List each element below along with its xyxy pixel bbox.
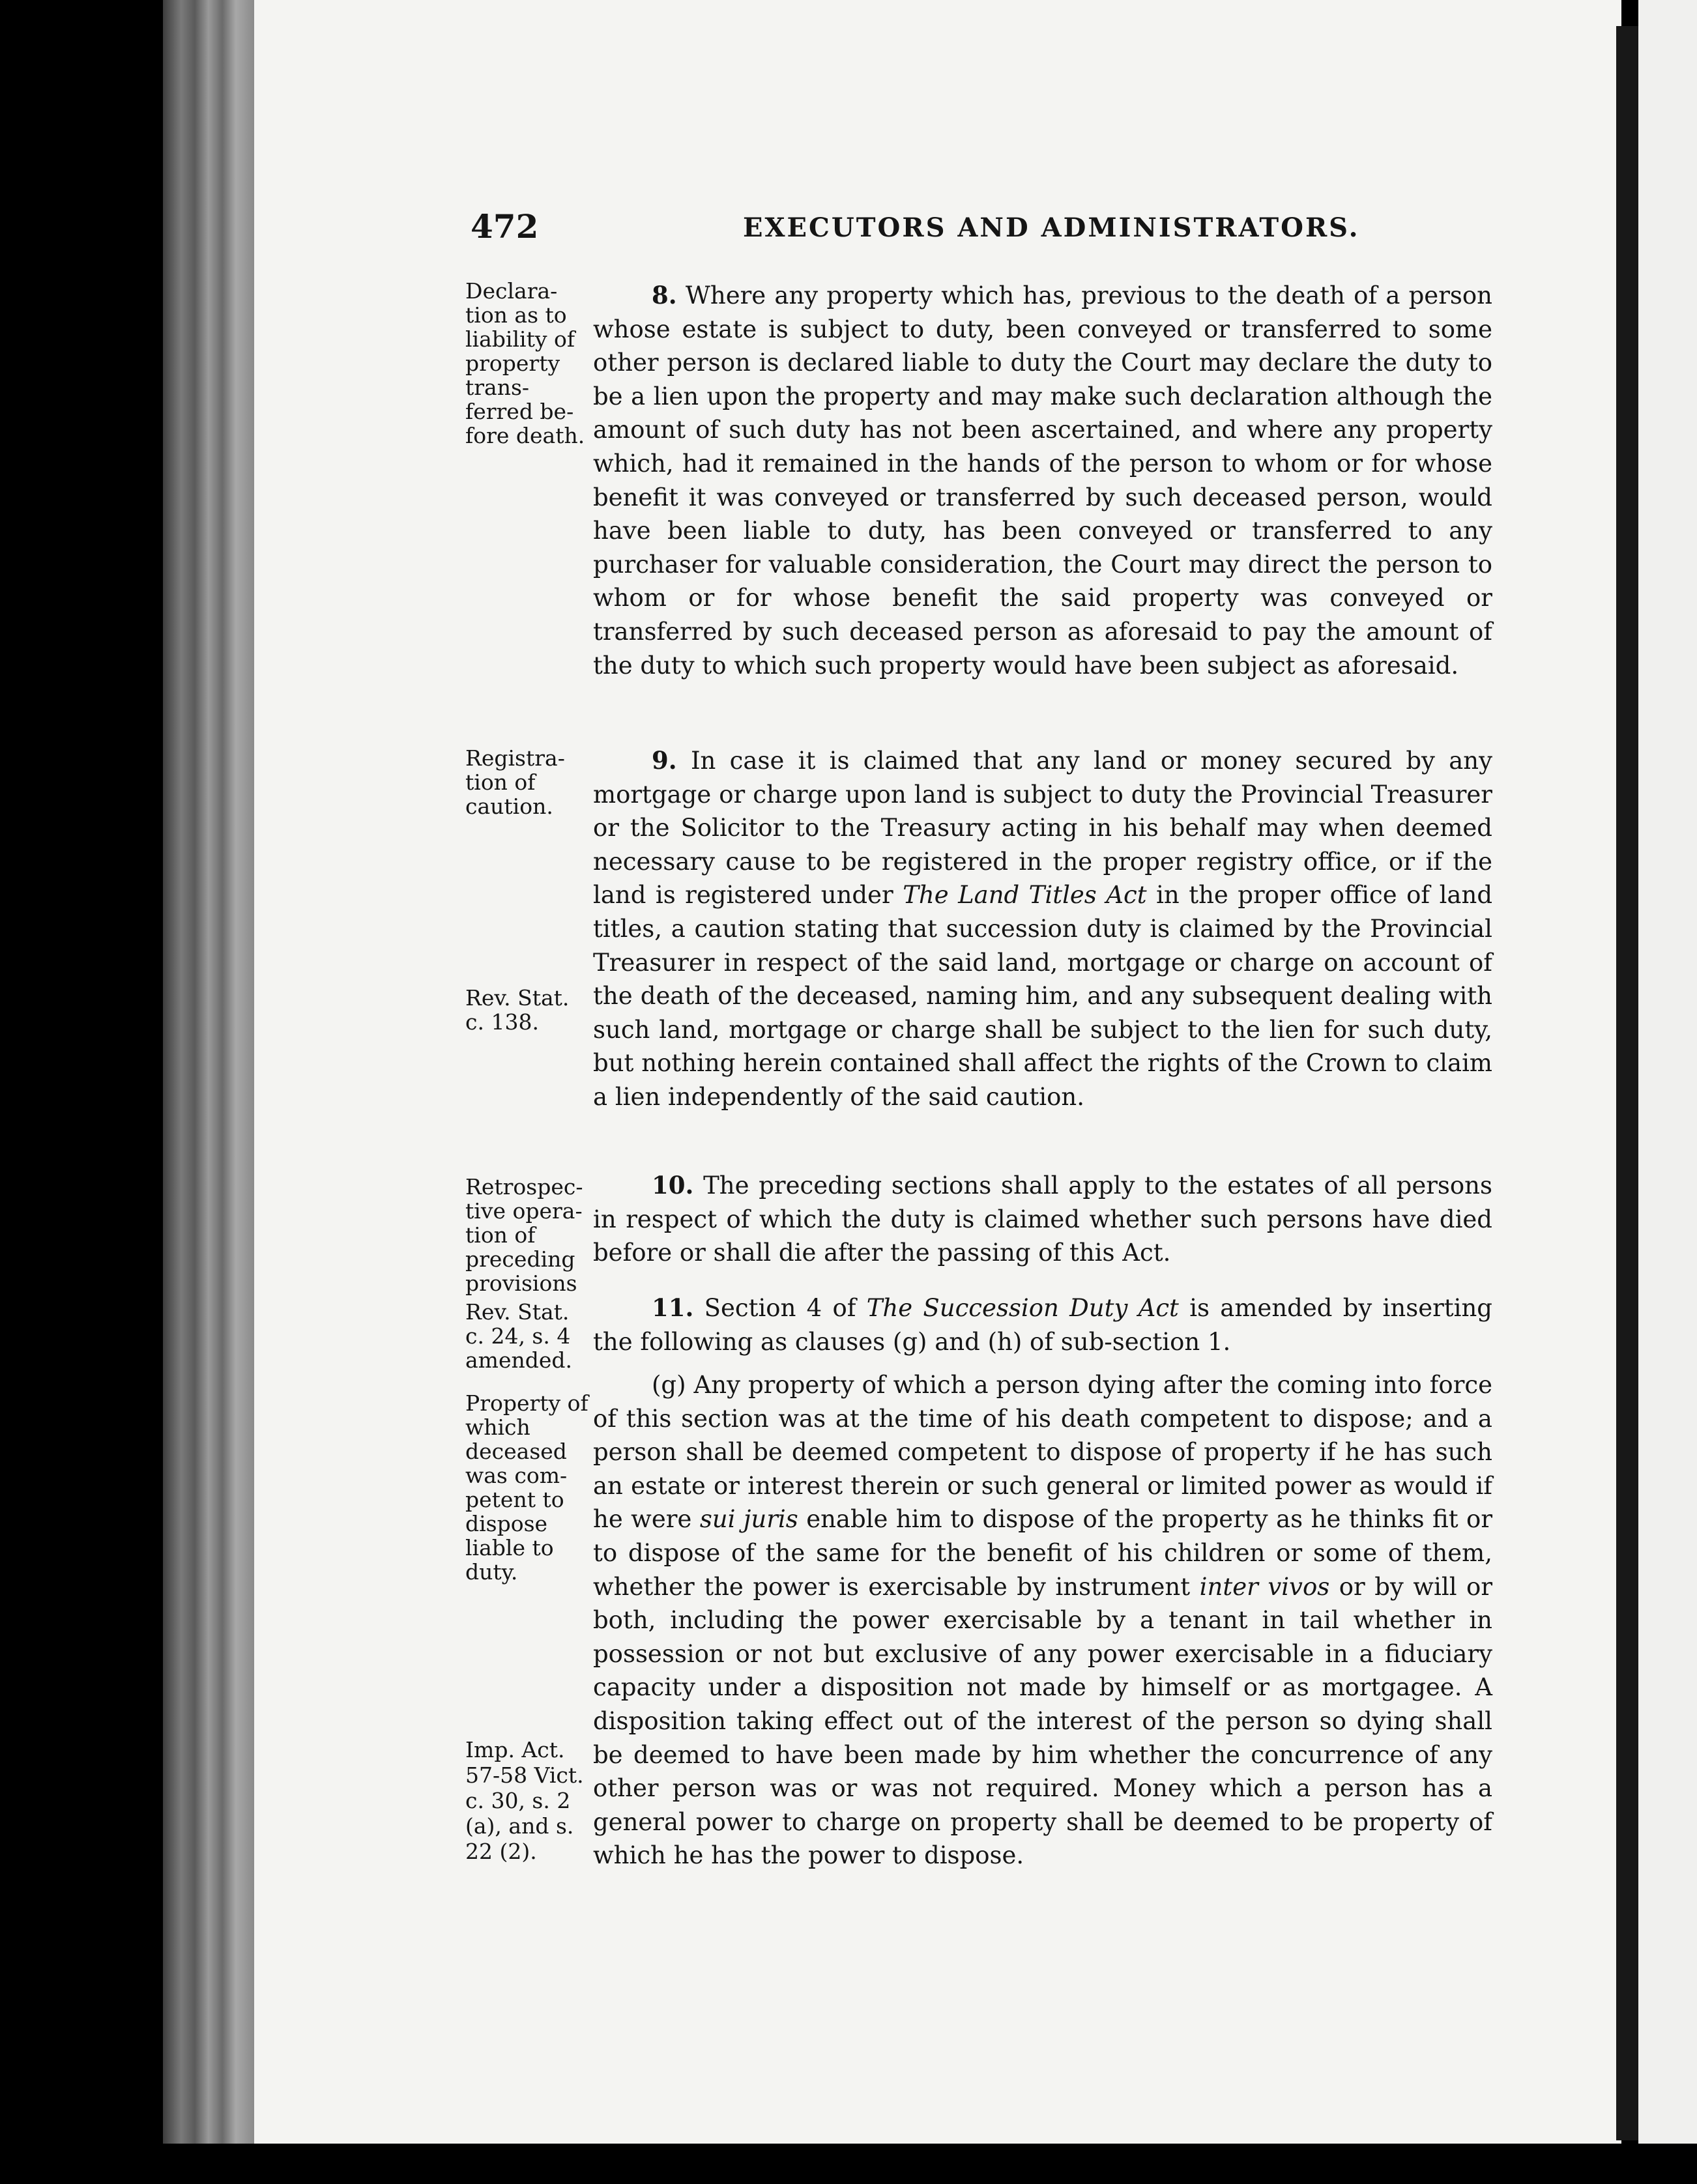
act-title: The Land Titles Act — [903, 881, 1147, 910]
section-number: 11. — [652, 1293, 694, 1322]
section-text: Section 4 of — [704, 1294, 856, 1322]
clause-text: enable him to dispose of the property as he thinks fit or to dispose of the same for the benefit of his children or some of them, whether the power is exercisable by instrument — [593, 1505, 1493, 1601]
section-text: in the proper office of land titles, a caution stating that succession duty is claimed by the Provincial Treasurer in respect of the said land, mortgage or charge on account of the death of the deceased, naming him, and any subsequent dealing with such land, mortgage or charge shall be subject to the lien for such duty, but nothing herein contained shall affect the rights of the Crown to claim a lien independently of the said caution. — [593, 881, 1492, 1111]
section-number: 9. — [652, 746, 677, 775]
margin-note-imp-act: Imp. Act. 57-58 Vict. c. 30, s. 2 (a), and s. 22 (2). — [465, 1737, 584, 1864]
margin-note-property: Property of which deceased was com-petent to dispose liable to duty. — [465, 1390, 588, 1585]
section-9 — [593, 744, 1492, 1114]
section-text: Where any property which has, previous to the death of a person whose estate is subject to duty, been conveyed or transferred to some other person is declared liable to duty the Court may declare the duty to be a lien upon the property and may make such declaration although the amount of such duty has not been ascertained, and where any property which, had it remained in the hands of the person to whom or for whose benefit it was conveyed or transferred by such deceased person, would have been liable to duty, has been conveyed or transferred to any purchaser for valuable consideration, the Court may direct the person to whom or for whose benefit the said property was conveyed or transferred by such deceased person as aforesaid to pay the amount of the duty to which such property would have been subject as aforesaid. — [593, 281, 1492, 680]
act-title: The Succession Duty Act — [866, 1294, 1179, 1322]
latin-term: inter vivos — [1199, 1572, 1330, 1601]
section-11 — [593, 1291, 1492, 1358]
section-text: In case it is claimed that any land or money secured by any mortgage or charge upon land is subject to duty the Provincial Treasurer or the Solicitor to the Treasury acting in his behalf may when deemed necessary cause to be registered in the proper registry office, or if the land is registered under — [593, 747, 1492, 910]
margin-note-rev-stat-138: Rev. Stat. c. 138. — [465, 985, 570, 1035]
section-number: 10. — [652, 1171, 694, 1200]
clause-label: (g) — [652, 1371, 686, 1399]
clause-text: Any property of which a person dying after the coming into force of this section was at the time of his death competent to dispose; and a person shall be deemed competent to dispose of property if he has such an estate or interest therein or such general or limited power as would if he were — [593, 1371, 1492, 1534]
margin-note-registration: Registra-tion of caution. — [465, 745, 565, 819]
margin-note-declaration: Declara-tion as to liability of property trans-ferred be-fore death. — [465, 278, 585, 448]
section-text: The preceding sections shall apply to the estates of all persons in respect of which the duty is claimed whether such persons have died before or shall die after the passing of this Act. — [593, 1171, 1492, 1267]
section-text: is amended by inserting the following as clauses (g) and (h) of sub-section 1. — [593, 1294, 1492, 1356]
page-number: 472 — [471, 207, 539, 246]
section-8 — [593, 279, 1492, 682]
margin-note-rev-stat-24: Rev. Stat. c. 24, s. 4 amended. — [465, 1299, 573, 1373]
clause-g — [593, 1368, 1492, 1873]
running-header: EXECUTORS AND ADMINISTRATORS. — [743, 212, 1360, 243]
section-number: 8. — [652, 281, 677, 309]
margin-note-retrospective: Retrospec-tive opera-tion of preceding provisions — [465, 1174, 583, 1296]
clause-text: or by will or both, including the power exercisable by a tenant in tail whether in possession or not but exclusive of any power exercisable in a fiduciary capacity under a disposition not made by himself or as mortgagee. A disposition taking effect out of the interest of the person so dying shall be deemed to have been made by him whether the concurrence of any other person was or was not required. Money which a person has a general power to charge on property shall be deemed to be property of which he has the power to dispose. — [593, 1572, 1493, 1870]
section-10 — [593, 1169, 1492, 1270]
latin-term: sui juris — [699, 1505, 798, 1534]
